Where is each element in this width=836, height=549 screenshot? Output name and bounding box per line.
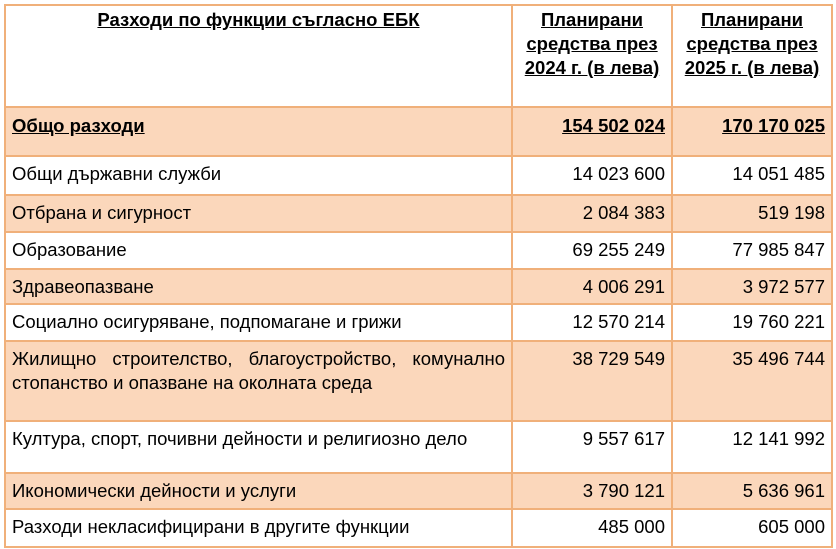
header-planned-2025: Планирани средства през 2025 г. (в лева) (672, 5, 832, 107)
row-2024: 12 570 214 (512, 304, 672, 341)
row-2025: 519 198 (672, 195, 832, 232)
row-label: Образование (5, 232, 512, 269)
header-planned-2024: Планирани средства през 2024 г. (в лева) (512, 5, 672, 107)
row-label: Здравеопазване (5, 269, 512, 304)
total-row (5, 107, 832, 156)
row-2024: 3 790 121 (512, 473, 672, 509)
total-2024: 154 502 024 (512, 107, 672, 156)
header-function: Разходи по функции съгласно ЕБК (5, 5, 512, 107)
row-2025: 12 141 992 (672, 421, 832, 473)
row-2025: 77 985 847 (672, 232, 832, 269)
row-2025: 35 496 744 (672, 341, 832, 421)
row-2025: 14 051 485 (672, 156, 832, 195)
row-label: Култура, спорт, почивни дейности и религиозно дело (5, 421, 512, 473)
row-label: Жилищно строителство, благоустройство, комунално стопанство и опазване на околната среда (5, 341, 512, 421)
table-row (5, 421, 832, 473)
total-2025: 170 170 025 (672, 107, 832, 156)
table-row (5, 341, 832, 421)
table-row (5, 473, 832, 509)
expenditure-table (4, 4, 833, 548)
row-2025: 3 972 577 (672, 269, 832, 304)
row-2024: 4 006 291 (512, 269, 672, 304)
row-label: Отбрана и сигурност (5, 195, 512, 232)
total-label: Общо разходи (5, 107, 512, 156)
row-2025: 19 760 221 (672, 304, 832, 341)
row-label: Общи държавни служби (5, 156, 512, 195)
row-2025: 5 636 961 (672, 473, 832, 509)
table-row (5, 509, 832, 547)
row-2024: 9 557 617 (512, 421, 672, 473)
table-row (5, 156, 832, 195)
row-label: Икономически дейности и услуги (5, 473, 512, 509)
row-2024: 2 084 383 (512, 195, 672, 232)
row-2025: 605 000 (672, 509, 832, 547)
table-row (5, 304, 832, 341)
table-row (5, 195, 832, 232)
row-2024: 69 255 249 (512, 232, 672, 269)
row-2024: 485 000 (512, 509, 672, 547)
row-label: Разходи некласифицирани в другите функции (5, 509, 512, 547)
row-2024: 38 729 549 (512, 341, 672, 421)
table-row (5, 232, 832, 269)
table-header-row (5, 5, 832, 107)
row-label: Социално осигуряване, подпомагане и грижи (5, 304, 512, 341)
row-2024: 14 023 600 (512, 156, 672, 195)
table-row (5, 269, 832, 304)
